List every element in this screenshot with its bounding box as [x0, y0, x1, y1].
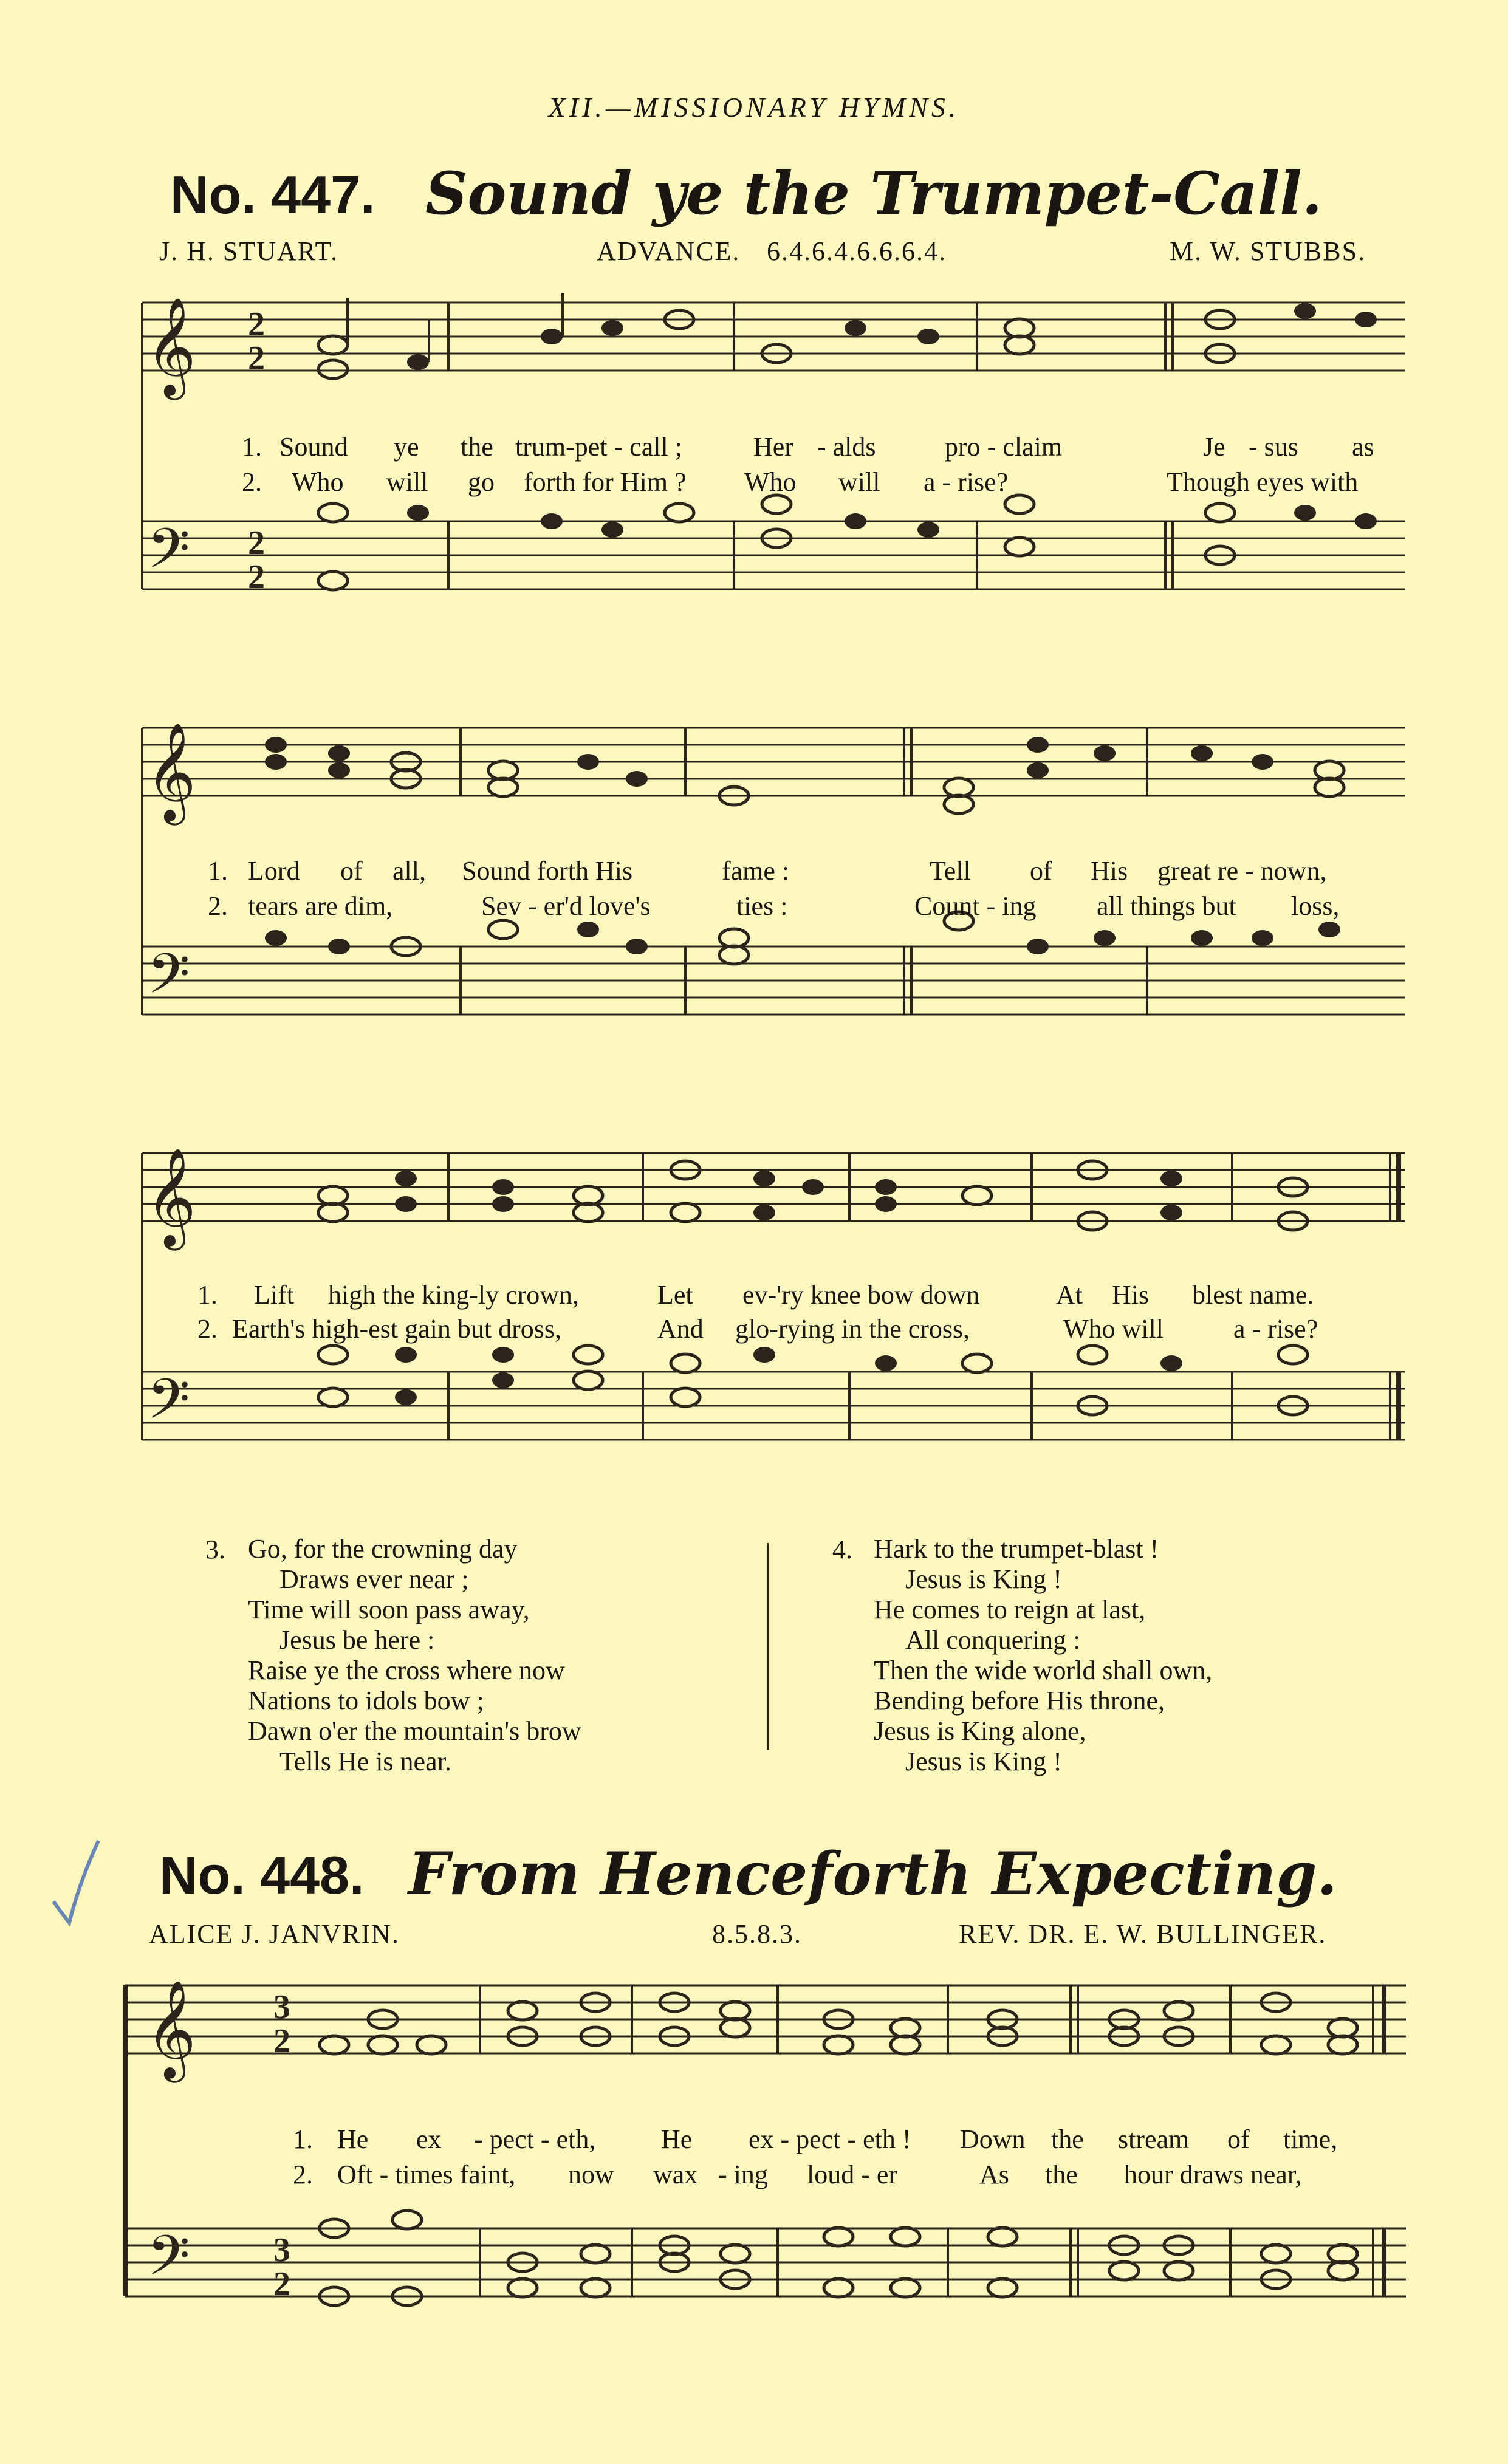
lyric-syllable: will	[838, 467, 880, 497]
lyric-syllable: time,	[1283, 2124, 1338, 2154]
stanza-lines	[248, 1534, 795, 1777]
lyric-syllable: of	[1030, 856, 1052, 886]
hymn-448-number: No. 448.	[159, 1845, 365, 1905]
lyric-syllable: Down	[960, 2124, 1026, 2154]
svg-text:2: 2	[248, 340, 265, 377]
verse-number: 1.	[293, 2124, 313, 2154]
lyric-syllable: great re - nown,	[1157, 856, 1327, 886]
lyric-syllable: - pect - eth,	[474, 2124, 596, 2154]
verse-number: 1.	[208, 856, 228, 886]
svg-text:2: 2	[248, 524, 265, 562]
section-header: XII.—MISSIONARY HYMNS.	[548, 92, 960, 123]
svg-text:𝄢: 𝄢	[147, 516, 190, 594]
lyric-syllable: - alds	[817, 432, 876, 462]
lyric-syllable: glo-rying in the cross,	[735, 1314, 970, 1344]
stanza-lines	[874, 1534, 1421, 1777]
svg-text:𝄞: 𝄞	[146, 1980, 196, 2079]
lyric-syllable: pro - claim	[945, 432, 1063, 462]
hymn-448-composer: REV. DR. E. W. BULLINGER.	[959, 1919, 1327, 1949]
lyric-syllable: hour draws near,	[1124, 2160, 1302, 2189]
lyric-syllable: high the king-ly crown,	[328, 1280, 580, 1310]
lyric-syllable: Who	[744, 467, 797, 497]
lyric-syllable: Let	[657, 1280, 693, 1310]
verse-number: 1.	[197, 1280, 218, 1310]
lyric-syllable: Sound	[279, 432, 348, 462]
lyric-syllable: ev-'ry knee bow down	[742, 1280, 980, 1310]
verse-number: 2.	[242, 467, 262, 497]
lyric-syllable: a - rise?	[924, 467, 1009, 497]
lyric-syllable: now	[568, 2160, 614, 2189]
hymn-447-system-2-music	[139, 693, 1408, 1081]
lyric-syllable: of	[340, 856, 363, 886]
lyric-syllable: He	[661, 2124, 693, 2154]
treble-staff	[125, 1980, 1406, 2083]
treble-notes	[318, 1161, 1308, 1230]
lyric-syllable: of	[1227, 2124, 1250, 2154]
hymn-447-meter: 6.4.6.4.6.6.6.4.	[767, 236, 947, 266]
lyric-syllable: - sus	[1249, 432, 1298, 462]
lyric-syllable: loss,	[1291, 891, 1340, 921]
lyric-syllable: Oft - times faint,	[337, 2160, 516, 2189]
hymn-447-composer: M. W. STUBBS.	[1170, 236, 1366, 266]
stanza-number: 4.	[832, 1535, 852, 1564]
lyric-syllable: as	[1352, 432, 1374, 462]
svg-text:𝄞: 𝄞	[146, 297, 196, 396]
lyric-syllable: Earth's high-est gain but dross,	[232, 1314, 561, 1344]
lyric-syllable: blest name.	[1192, 1280, 1314, 1310]
stanza-line: Go, for the crowning day	[248, 1534, 518, 1564]
stanza-line: Time will soon pass away,	[248, 1595, 530, 1624]
lyric-syllable: will	[386, 467, 428, 497]
lyric-syllable: His	[1112, 1280, 1150, 1310]
svg-text:𝄞: 𝄞	[146, 722, 196, 821]
stanza-line: Then the wide world shall own,	[874, 1655, 1213, 1685]
stanza-line: All conquering :	[905, 1625, 1081, 1655]
treble-staff	[142, 1148, 1405, 1251]
stanza-line: Hark to the trumpet-blast !	[874, 1534, 1159, 1564]
bass-staff	[142, 942, 1405, 1019]
treble-notes	[265, 737, 1344, 813]
lyric-syllable: the	[1045, 2160, 1078, 2189]
pencil-check-mark	[49, 1835, 103, 1932]
lyric-syllable: Her	[753, 432, 793, 462]
hymn-448-author: ALICE J. JANVRIN.	[149, 1919, 400, 1949]
lyric-syllable: stream	[1118, 2124, 1190, 2154]
stanza-line: Jesus is King alone,	[874, 1716, 1086, 1746]
lyric-syllable: Sound forth His	[462, 856, 633, 886]
svg-text:2: 2	[273, 2022, 290, 2060]
lyric-syllable: - ing	[718, 2160, 768, 2189]
lyric-syllable: all,	[392, 856, 426, 886]
lyric-syllable: His	[1091, 856, 1128, 886]
lyric-syllable: tears are dim,	[248, 891, 393, 921]
svg-text:2: 2	[273, 2265, 290, 2303]
svg-text:3: 3	[273, 1988, 290, 2026]
hymn-448-meter: 8.5.8.3.	[712, 1919, 802, 1949]
hymn-447-system-3-music	[139, 1118, 1408, 1507]
stanza-line: Draws ever near ;	[279, 1564, 469, 1594]
lyric-syllable: ex	[416, 2124, 442, 2154]
svg-text:𝄢: 𝄢	[147, 1367, 190, 1445]
lyric-syllable: forth for Him ?	[524, 467, 687, 497]
lyric-syllable: Though eyes with	[1167, 467, 1359, 497]
lyric-syllable: ye	[394, 432, 419, 462]
svg-text:3: 3	[273, 2231, 290, 2269]
stanza-line: Bending before His throne,	[874, 1686, 1165, 1716]
bass-notes	[318, 1346, 1308, 1415]
lyric-syllable: the	[461, 432, 493, 462]
stanza-line: Raise ye the cross where now	[248, 1655, 565, 1685]
svg-text:𝄢: 𝄢	[147, 2223, 190, 2301]
lyric-syllable: At	[1056, 1280, 1083, 1310]
stanza-line: Jesus is King !	[905, 1564, 1062, 1594]
stanza-line: Jesus be here :	[279, 1625, 435, 1655]
stanza-line: Tells He is near.	[279, 1747, 451, 1776]
lyric-syllable: ex - pect - eth !	[749, 2124, 911, 2154]
lyric-syllable: Sev - er'd love's	[481, 891, 651, 921]
hymn-447-title: Sound ye the Trumpet-Call.	[425, 159, 1323, 228]
lyric-syllable: And	[657, 1314, 704, 1344]
lyric-syllable: the	[1051, 2124, 1084, 2154]
lyric-syllable: Lift	[254, 1280, 294, 1310]
lyric-syllable: trum-pet - call ;	[515, 432, 682, 462]
lyric-syllable: Who will	[1063, 1314, 1164, 1344]
stanza-line: He comes to reign at last,	[874, 1595, 1146, 1624]
hymn-447-author: J. H. STUART.	[159, 236, 339, 266]
lyric-syllable: Who	[292, 467, 344, 497]
lyric-syllable: Count - ing	[914, 891, 1037, 921]
stanza-number: 3.	[205, 1535, 225, 1564]
lyric-syllable: a - rise?	[1233, 1314, 1318, 1344]
bass-notes	[318, 495, 1377, 590]
lyric-syllable: As	[979, 2160, 1009, 2189]
hymn-448-title: From Henceforth Expecting.	[408, 1839, 1337, 1908]
stanza-line: Jesus is King !	[905, 1747, 1062, 1776]
hymn-447-number: No. 447.	[170, 165, 375, 225]
verse-number: 2.	[197, 1314, 218, 1344]
lyric-syllable: Tell	[930, 856, 971, 886]
stanza-line: Dawn o'er the mountain's brow	[248, 1716, 581, 1746]
verse-number: 1.	[242, 432, 262, 462]
lyric-syllable: loud - er	[807, 2160, 898, 2189]
lyric-syllable: He	[337, 2124, 369, 2154]
hymn-447-tune: ADVANCE.	[597, 236, 741, 266]
stanza-divider	[767, 1543, 769, 1750]
bass-staff	[125, 2223, 1406, 2303]
svg-text:𝄞: 𝄞	[146, 1148, 196, 1247]
lyric-syllable: fame :	[722, 856, 790, 886]
lyric-syllable: wax	[653, 2160, 698, 2189]
bass-notes	[320, 2211, 1357, 2305]
svg-text:2: 2	[248, 558, 265, 596]
verse-number: 2.	[208, 891, 228, 921]
lyric-syllable: ties :	[736, 891, 788, 921]
treble-staff	[142, 297, 1405, 400]
lyric-syllable: Lord	[248, 856, 300, 886]
stanza-line: Nations to idols bow ;	[248, 1686, 484, 1716]
svg-text:2: 2	[248, 306, 265, 343]
lyric-syllable: all things but	[1097, 891, 1236, 921]
lyric-syllable: go	[468, 467, 495, 497]
svg-text:𝄢: 𝄢	[147, 942, 190, 1019]
verse-number: 2.	[293, 2160, 313, 2189]
lyric-syllable: Je	[1203, 432, 1225, 462]
